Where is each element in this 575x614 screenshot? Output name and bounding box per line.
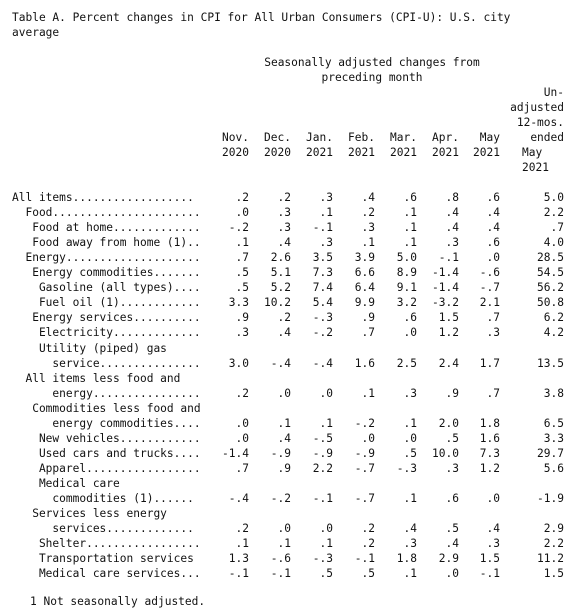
unadjusted-header-line-4: May (522, 146, 543, 159)
table-cell: .6 (403, 311, 417, 324)
table-cell: 2.2 (312, 462, 333, 475)
table-cell: 2.0 (438, 417, 459, 430)
table-cell: 1.2 (438, 326, 459, 339)
table-cell: 28.5 (537, 251, 564, 264)
table-cell: .1 (403, 236, 417, 249)
table-cell: 1.8 (396, 552, 417, 565)
table-cell: .6 (486, 236, 500, 249)
row-label: Food at home............. (12, 221, 201, 234)
unadjusted-header-line-1: adjusted (510, 101, 564, 114)
table-cell: 5.2 (270, 281, 291, 294)
table-cell: -.3 (312, 552, 333, 565)
table-cell: .3 (319, 191, 333, 204)
table-cell: 2.4 (438, 357, 459, 370)
table-cell: -.1 (438, 251, 459, 264)
table-cell: .3 (403, 537, 417, 550)
table-cell: -.9 (270, 447, 291, 460)
table-cell: .2 (277, 311, 291, 324)
table-cell: 1.6 (354, 357, 375, 370)
row-label: Energy.................... (12, 251, 201, 264)
year-header-5: 2021 (432, 146, 459, 159)
table-cell: .4 (361, 191, 375, 204)
row-label: Services less energy (12, 507, 167, 520)
table-cell: .3 (445, 236, 459, 249)
table-cell: 56.2 (537, 281, 564, 294)
table-cell: .5 (361, 567, 375, 580)
table-cell: -.1 (270, 567, 291, 580)
table-cell: .1 (361, 236, 375, 249)
table-cell: .7 (235, 462, 249, 475)
table-cell: 2.5 (396, 357, 417, 370)
row-label: Gasoline (all types).... (12, 281, 201, 294)
table-cell: -1.4 (222, 447, 249, 460)
table-cell: -.1 (479, 567, 500, 580)
table-cell: -.4 (228, 492, 249, 505)
month-header-5: Apr. (432, 131, 459, 144)
table-cell: 54.5 (537, 266, 564, 279)
table-cell: .2 (235, 522, 249, 535)
table-cell: -3.2 (432, 296, 459, 309)
table-cell: .2 (361, 522, 375, 535)
month-header-4: Mar. (390, 131, 417, 144)
table-cell: 6.4 (354, 281, 375, 294)
table-cell: 1.5 (479, 552, 500, 565)
year-header-0: 2020 (222, 146, 249, 159)
unadjusted-header-line-0: Un- (543, 86, 564, 99)
table-cell: 1.2 (479, 462, 500, 475)
table-cell: .0 (277, 387, 291, 400)
row-label: Utility (piped) gas (12, 342, 167, 355)
table-cell: .4 (445, 221, 459, 234)
table-cell: .5 (403, 447, 417, 460)
group-header-line2: preceding month (321, 71, 423, 84)
table-cell: 9.9 (354, 296, 375, 309)
table-cell: -.1 (312, 221, 333, 234)
table-cell: .0 (319, 387, 333, 400)
table-cell: 5.0 (396, 251, 417, 264)
table-cell: 2.2 (543, 206, 564, 219)
table-cell: .6 (403, 191, 417, 204)
table-cell: .4 (445, 206, 459, 219)
table-cell: .7 (235, 251, 249, 264)
table-cell: .4 (486, 522, 500, 535)
table-cell: -.4 (270, 357, 291, 370)
table-cell: 6.5 (543, 417, 564, 430)
table-cell: 50.8 (537, 296, 564, 309)
table-cell: -.9 (312, 447, 333, 460)
table-cell: .7 (486, 311, 500, 324)
table-cell: -1.4 (432, 266, 459, 279)
table-cell: 13.5 (537, 357, 564, 370)
table-cell: 3.9 (354, 251, 375, 264)
table-cell: 10.2 (264, 296, 291, 309)
table-cell: .8 (445, 191, 459, 204)
table-cell: 5.4 (312, 296, 333, 309)
year-header-3: 2021 (348, 146, 375, 159)
row-label: energy commodities.... (12, 417, 201, 430)
table-cell: 7.3 (312, 266, 333, 279)
row-label: Transportation services (12, 552, 194, 565)
table-cell: 4.2 (543, 326, 564, 339)
table-cell: 3.2 (396, 296, 417, 309)
table-cell: 1.6 (479, 432, 500, 445)
table-cell: 1.5 (438, 311, 459, 324)
table-cell: 5.0 (543, 191, 564, 204)
table-cell: -.7 (479, 281, 500, 294)
group-header-line1: Seasonally adjusted changes from (264, 56, 480, 69)
table-cell: .0 (361, 432, 375, 445)
table-cell: 2.6 (270, 251, 291, 264)
table-cell: -.3 (312, 311, 333, 324)
table-cell: .5 (235, 266, 249, 279)
table-cell: .2 (361, 537, 375, 550)
table-cell: 29.7 (537, 447, 564, 460)
table-cell: 4.0 (543, 236, 564, 249)
table-cell: .3 (361, 221, 375, 234)
row-label: Fuel oil (1)............ (12, 296, 201, 309)
table-cell: 10.0 (432, 447, 459, 460)
table-cell: .0 (403, 432, 417, 445)
table-title-line2: average (12, 26, 60, 39)
table-cell: .0 (319, 522, 333, 535)
table-cell: .1 (319, 206, 333, 219)
row-label: Electricity............. (12, 326, 201, 339)
row-label: All items less food and (12, 372, 181, 385)
table-cell: .2 (277, 191, 291, 204)
table-cell: -.2 (270, 492, 291, 505)
table-cell: 3.8 (543, 387, 564, 400)
table-cell: .6 (486, 191, 500, 204)
table-cell: .1 (403, 492, 417, 505)
table-cell: 7.3 (479, 447, 500, 460)
row-label: New vehicles............ (12, 432, 201, 445)
table-cell: .1 (277, 417, 291, 430)
table-cell: .5 (445, 432, 459, 445)
table-cell: .1 (277, 537, 291, 550)
table-cell: .0 (445, 567, 459, 580)
table-cell: .0 (486, 492, 500, 505)
table-cell: .7 (486, 387, 500, 400)
table-cell: .3 (486, 326, 500, 339)
table-cell: .1 (319, 537, 333, 550)
table-cell: .9 (277, 462, 291, 475)
table-cell: .9 (361, 311, 375, 324)
table-cell: -.7 (354, 462, 375, 475)
table-cell: .3 (403, 387, 417, 400)
table-cell: 3.3 (228, 296, 249, 309)
table-cell: 9.1 (396, 281, 417, 294)
unadjusted-header-line-2: 12-mos. (516, 116, 564, 129)
table-cell: 5.6 (543, 462, 564, 475)
table-cell: .1 (361, 387, 375, 400)
table-cell: .4 (403, 522, 417, 535)
row-label: service............... (12, 357, 201, 370)
table-cell: .6 (445, 492, 459, 505)
table-cell: .1 (403, 417, 417, 430)
month-header-1: Dec. (264, 131, 291, 144)
table-cell: .3 (277, 206, 291, 219)
table-cell: 1.3 (228, 552, 249, 565)
unadjusted-header-line-3: ended (530, 131, 564, 144)
row-label: Medical care (12, 477, 120, 490)
row-label: All items.................. (12, 191, 194, 204)
table-cell: -1.4 (432, 281, 459, 294)
row-label: Used cars and trucks.... (12, 447, 201, 460)
row-label: commodities (1)...... (12, 492, 194, 505)
table-cell: -.2 (354, 417, 375, 430)
row-label: Food away from home (1).. (12, 236, 201, 249)
table-cell: .4 (486, 206, 500, 219)
row-label: Energy services.......... (12, 311, 201, 324)
table-cell: .0 (486, 251, 500, 264)
year-header-4: 2021 (390, 146, 417, 159)
unadjusted-header-line-5: 2021 (522, 161, 549, 174)
table-cell: .3 (445, 462, 459, 475)
row-label: services............. (12, 522, 194, 535)
month-header-6: May (479, 131, 500, 144)
table-cell: .1 (403, 221, 417, 234)
table-cell: 7.4 (312, 281, 333, 294)
table-cell: 2.9 (543, 522, 564, 535)
table-cell: -.1 (228, 567, 249, 580)
table-cell: 2.9 (438, 552, 459, 565)
table-cell: 3.5 (312, 251, 333, 264)
table-cell: -.1 (312, 492, 333, 505)
year-header-1: 2020 (264, 146, 291, 159)
table-cell: .3 (277, 221, 291, 234)
table-cell: 5.1 (270, 266, 291, 279)
table-cell: .2 (235, 191, 249, 204)
table-cell: .9 (235, 311, 249, 324)
month-header-0: Nov. (222, 131, 249, 144)
row-label: Medical care services... (12, 567, 201, 580)
year-header-2: 2021 (306, 146, 333, 159)
table-cell: -.5 (312, 432, 333, 445)
table-cell: .5 (445, 522, 459, 535)
table-cell: .5 (319, 567, 333, 580)
table-title-line1: Table A. Percent changes in CPI for All Urban Consumers (CPI-U): U.S. city (12, 11, 511, 24)
table-cell: .5 (235, 281, 249, 294)
table-cell: 8.9 (396, 266, 417, 279)
table-cell: 11.2 (537, 552, 564, 565)
footnote: 1 Not seasonally adjusted. (30, 595, 206, 608)
table-cell: .1 (319, 417, 333, 430)
table-cell: .0 (277, 522, 291, 535)
table-cell: -.7 (354, 492, 375, 505)
table-cell: 3.0 (228, 357, 249, 370)
table-cell: -.4 (312, 357, 333, 370)
table-cell: .0 (403, 326, 417, 339)
table-cell: .0 (235, 432, 249, 445)
table-cell: .2 (361, 206, 375, 219)
table-cell: .7 (550, 221, 564, 234)
table-cell: -1.9 (537, 492, 564, 505)
table-cell: -.6 (270, 552, 291, 565)
table-cell: .0 (235, 206, 249, 219)
table-cell: .0 (235, 417, 249, 430)
table-cell: -.1 (354, 552, 375, 565)
table-cell: .4 (445, 537, 459, 550)
row-label: Food...................... (12, 206, 201, 219)
table-cell: -.9 (354, 447, 375, 460)
table-cell: 6.6 (354, 266, 375, 279)
table-cell: .3 (235, 326, 249, 339)
table-cell: -.6 (479, 266, 500, 279)
table-cell: 2.2 (543, 537, 564, 550)
table-cell: .4 (277, 236, 291, 249)
table-cell: .1 (403, 206, 417, 219)
table-cell: 1.7 (479, 357, 500, 370)
table-cell: .9 (445, 387, 459, 400)
table-cell: .4 (277, 326, 291, 339)
table-cell: .1 (403, 567, 417, 580)
table-cell: 1.8 (479, 417, 500, 430)
table-cell: -.2 (312, 326, 333, 339)
table-cell: 2.1 (479, 296, 500, 309)
row-label: Apparel................. (12, 462, 201, 475)
row-label: energy................ (12, 387, 201, 400)
table-cell: .7 (361, 326, 375, 339)
table-cell: -.3 (396, 462, 417, 475)
table-cell: .3 (486, 537, 500, 550)
table-cell: .4 (486, 221, 500, 234)
row-label: Shelter................. (12, 537, 201, 550)
table-cell: .3 (319, 236, 333, 249)
table-cell: 1.5 (543, 567, 564, 580)
table-cell: 3.3 (543, 432, 564, 445)
table-cell: .4 (277, 432, 291, 445)
table-cell: -.2 (228, 221, 249, 234)
month-header-3: Feb. (348, 131, 375, 144)
table-cell: .1 (235, 236, 249, 249)
month-header-2: Jan. (306, 131, 333, 144)
table-cell: 6.2 (543, 311, 564, 324)
table-cell: .2 (235, 387, 249, 400)
table-cell: .1 (235, 537, 249, 550)
row-label: Commodities less food and (12, 402, 201, 415)
year-header-6: 2021 (473, 146, 500, 159)
row-label: Energy commodities....... (12, 266, 201, 279)
